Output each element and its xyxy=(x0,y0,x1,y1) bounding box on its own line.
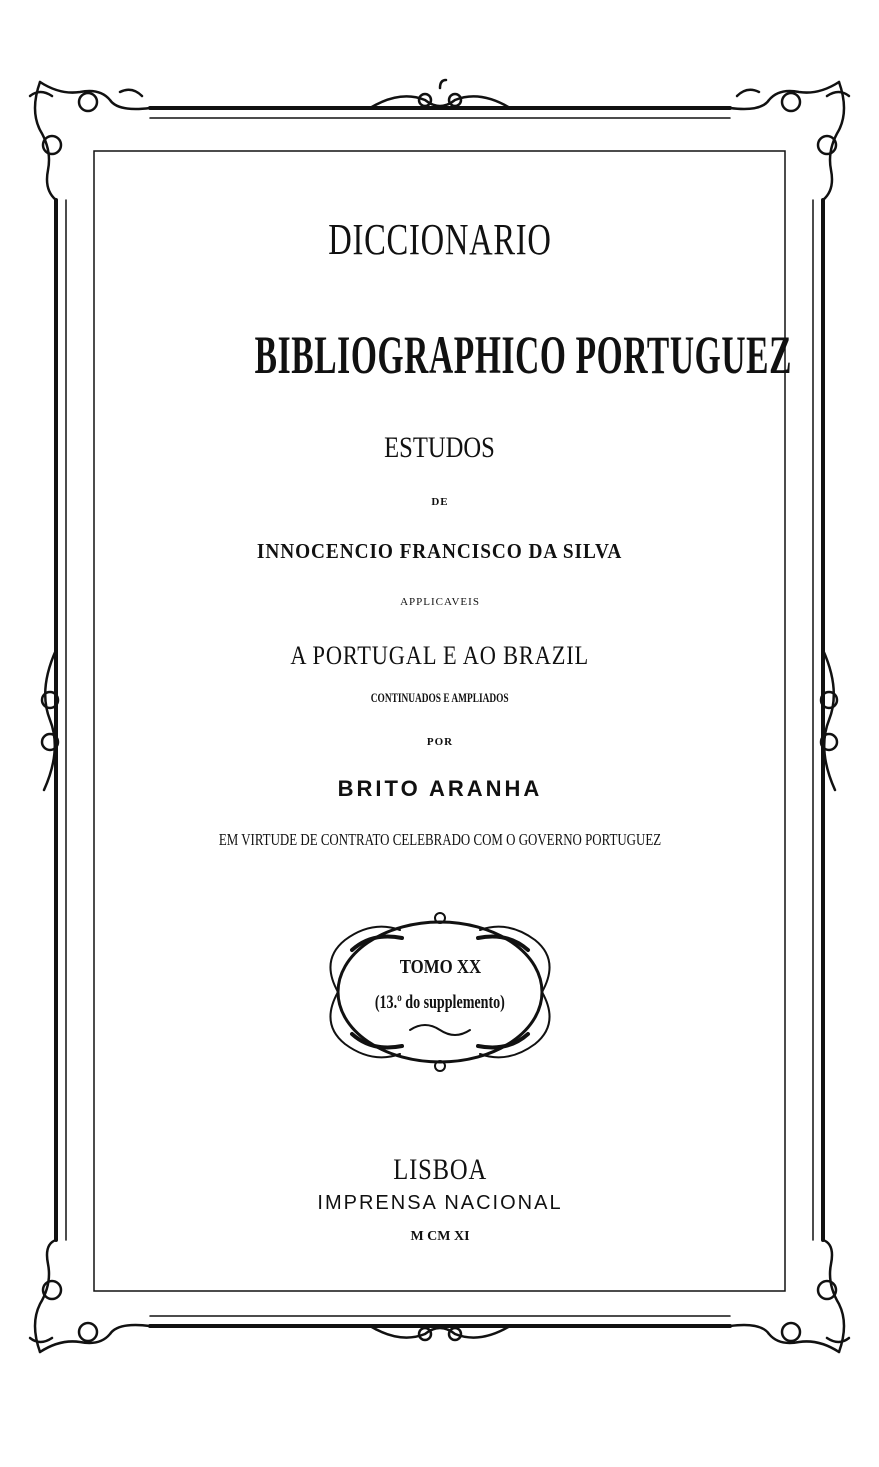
corner-ornament-tl xyxy=(30,82,150,200)
top-center-ornament xyxy=(370,80,510,108)
corner-ornament-br xyxy=(730,1240,849,1352)
title-line-1: DICCIONARIO xyxy=(328,215,552,264)
estudos-label: ESTUDOS xyxy=(384,431,496,464)
imprint-year: M CM XI xyxy=(410,1229,470,1244)
contract-line: EM VIRTUDE DE CONTRATO CELEBRADO COM O GOVERNO PORTUGUEZ xyxy=(218,830,662,849)
title-line-2: BIBLIOGRAPHICO PORTUGUEZ xyxy=(254,325,793,385)
applicaveis-label: APPLICAVEIS xyxy=(400,596,480,608)
supplement-number: (13.º do supplemento) xyxy=(374,992,506,1013)
corner-ornament-bl xyxy=(30,1240,150,1352)
corner-ornament-tr xyxy=(730,82,849,200)
continuator-name: BRITO ARANHA xyxy=(337,776,543,801)
author-name: INNOCENCIO FRANCISCO DA SILVA xyxy=(257,539,623,563)
bottom-center-ornament xyxy=(370,1326,510,1340)
por-label: POR xyxy=(426,736,454,748)
continuados-line: CONTINUADOS E AMPLIADOS xyxy=(371,690,509,705)
de-label: DE xyxy=(431,496,449,508)
imprint-city: LISBOA xyxy=(393,1153,487,1186)
imprint-printer: IMPRENSA NACIONAL xyxy=(317,1192,563,1214)
volume-number: TOMO XX xyxy=(399,956,481,978)
portugal-brazil-line: A PORTUGAL E AO BRAZIL xyxy=(290,641,590,670)
